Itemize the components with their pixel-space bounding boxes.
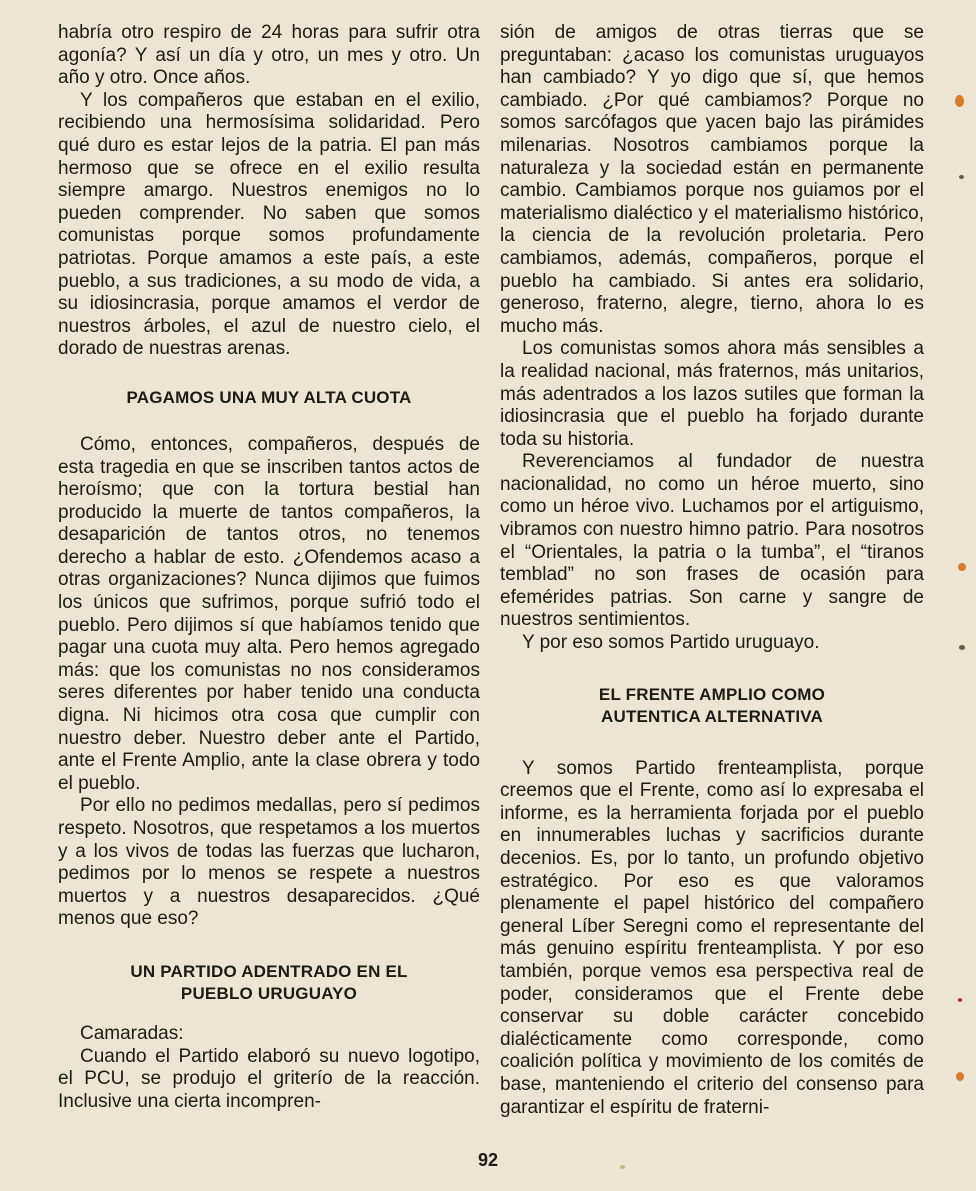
- right-paragraph-4: Y por eso somos Partido uruguayo.: [522, 632, 820, 654]
- margin-mark: [955, 95, 964, 107]
- section-heading-cuota: PAGAMOS UNA MUY ALTA CUOTA: [126, 387, 412, 407]
- margin-mark: [958, 998, 962, 1002]
- left-paragraph-6: Cuando el Partido elaboró su nuevo logotipo, el PCU, se produjo el griterío de la reacción. Inclusive una cierta incompren-: [58, 1045, 480, 1112]
- margin-mark: [620, 1165, 625, 1169]
- margin-mark: [959, 175, 964, 179]
- right-paragraph-3: Reverenciamos al fundador de nuestra nacionalidad, no como un héroe muerto, sino como un héroe vivo. Luchamos por el artiguismo, vibramos con nuestro himno patrio. Para nosotros el “Orientales, la patria o la tumba”, el “tiranos temblad” no son frases de ocasión para efemérides patrias. Son carne y sangre de nuestros sentimientos.: [500, 451, 924, 631]
- left-paragraph-4: Por ello no pedimos medallas, pero sí pedimos respeto. Nosotros, que respetamos a los muertos y a los vivos de todas las fuerzas que lucharon, pedimos por lo menos se respete a nuestros muertos y a nuestros desaparecidos. ¿Qué menos que eso?: [58, 795, 480, 930]
- left-paragraph-3: Cómo, entonces, compañeros, después de esta tragedia en que se inscriben tantos actos de heroísmo; que con la tortura bestial han producido la muerte de tantos compañeros, la desaparición de tantos otros, no tenemos derecho a hablar de esto. ¿Ofendemos acaso a otras organizaciones? Nunca dijimos que fuimos los únicos que sufrimos, porque sufrió todo el pueblo. Pero dijimos sí que habíamos tenido que pagar una cuota muy alta. Pero hemos agregado más: que los comunistas no nos consideramos seres diferentes por haber tenido una conducta digna. Ni hicimos otra cosa que cumplir con nuestro deber. Nuestro deber ante el Partido, ante el Frente Amplio, ante la clase obrera y todo el pueblo.: [58, 433, 480, 794]
- left-paragraph-5: Camaradas:: [80, 1022, 184, 1044]
- left-paragraph-1: habría otro respiro de 24 horas para sufrir otra agonía? Y así un día y otro, un mes y otro. Un año y otro. Once años.: [58, 22, 480, 89]
- margin-mark: [959, 645, 965, 650]
- right-paragraph-1: sión de amigos de otras tierras que se preguntaban: ¿acaso los comunistas uruguayos han cambiado? Y yo digo que sí, que hemos cambiado. ¿Por qué cambiamos? Porque no somos sarcófagos que yacen bajo las pirámides milenarias. Nosotros cambiamos porque la naturaleza y la sociedad están en permanente cambio. Cambiamos porque nos guiamos por el materialismo dialéctico y el materialismo histórico, la ciencia de la revolución proletaria. Pero cambiamos, además, compañeros, porque el pueblo ha cambiado. Si antes era solidario, generoso, fraterno, alegre, tierno, ahora lo es mucho más.: [500, 22, 924, 337]
- right-paragraph-5: Y somos Partido frenteamplista, porque creemos que el Frente, como así lo expresaba el informe, es la herramienta forjada por el pueblo en innumerables luchas y sacrificios durante decenios. Es, por lo tanto, un profundo objetivo estratégico. Por eso es que valoramos plenamente el papel histórico del compañero general Líber Seregni como el representante del más genuino espíritu frenteamplista. Y por eso también, porque vemos esa perspectiva real de poder, consideramos que el Frente debe conservar su doble carácter concebido dialécticamente como corresponde, como coalición política y movimiento de los comités de base, manteniendo el criterio del consenso para garantizar el espíritu de fraterni-: [500, 757, 924, 1118]
- right-column: [500, 22, 924, 1119]
- right-paragraph-2: Los comunistas somos ahora más sensibles a la realidad nacional, más fraternos, más unitarios, más adentrados a los lazos sutiles que forman la idiosincrasia que el pueblo ha forjado durante toda su historia.: [500, 338, 924, 450]
- page-number: 92: [477, 1150, 499, 1170]
- section-heading-frente-line1: EL FRENTE AMPLIO COMO: [598, 684, 826, 704]
- section-heading-partido: [58, 961, 480, 1005]
- left-column: [58, 22, 480, 1113]
- section-heading-partido-line2: PUEBLO URUGUAYO: [180, 983, 358, 1003]
- margin-mark: [956, 1072, 964, 1081]
- section-heading-frente-line2: AUTENTICA ALTERNATIVA: [600, 706, 824, 726]
- left-paragraph-2: Y los compañeros que estaban en el exilio, recibiendo una hermosísima solidaridad. Pero qué duro es estar lejos de la patria. El pan más hermoso que se ofrece en el exilio resulta siempre amargo. Nuestros enemigos no lo pueden comprender. No saben que somos comunistas porque somos profundamente patriotas. Porque amamos a este país, a este pueblo, a sus tradiciones, a su modo de vida, a su idiosincrasia, porque amamos el verdor de nuestros árboles, el azul de nuestro cielo, el dorado de nuestras arenas.: [58, 89, 480, 360]
- section-heading-partido-line1: UN PARTIDO ADENTRADO EN EL: [130, 961, 408, 981]
- margin-mark: [958, 563, 966, 571]
- section-heading-frente: [500, 684, 924, 728]
